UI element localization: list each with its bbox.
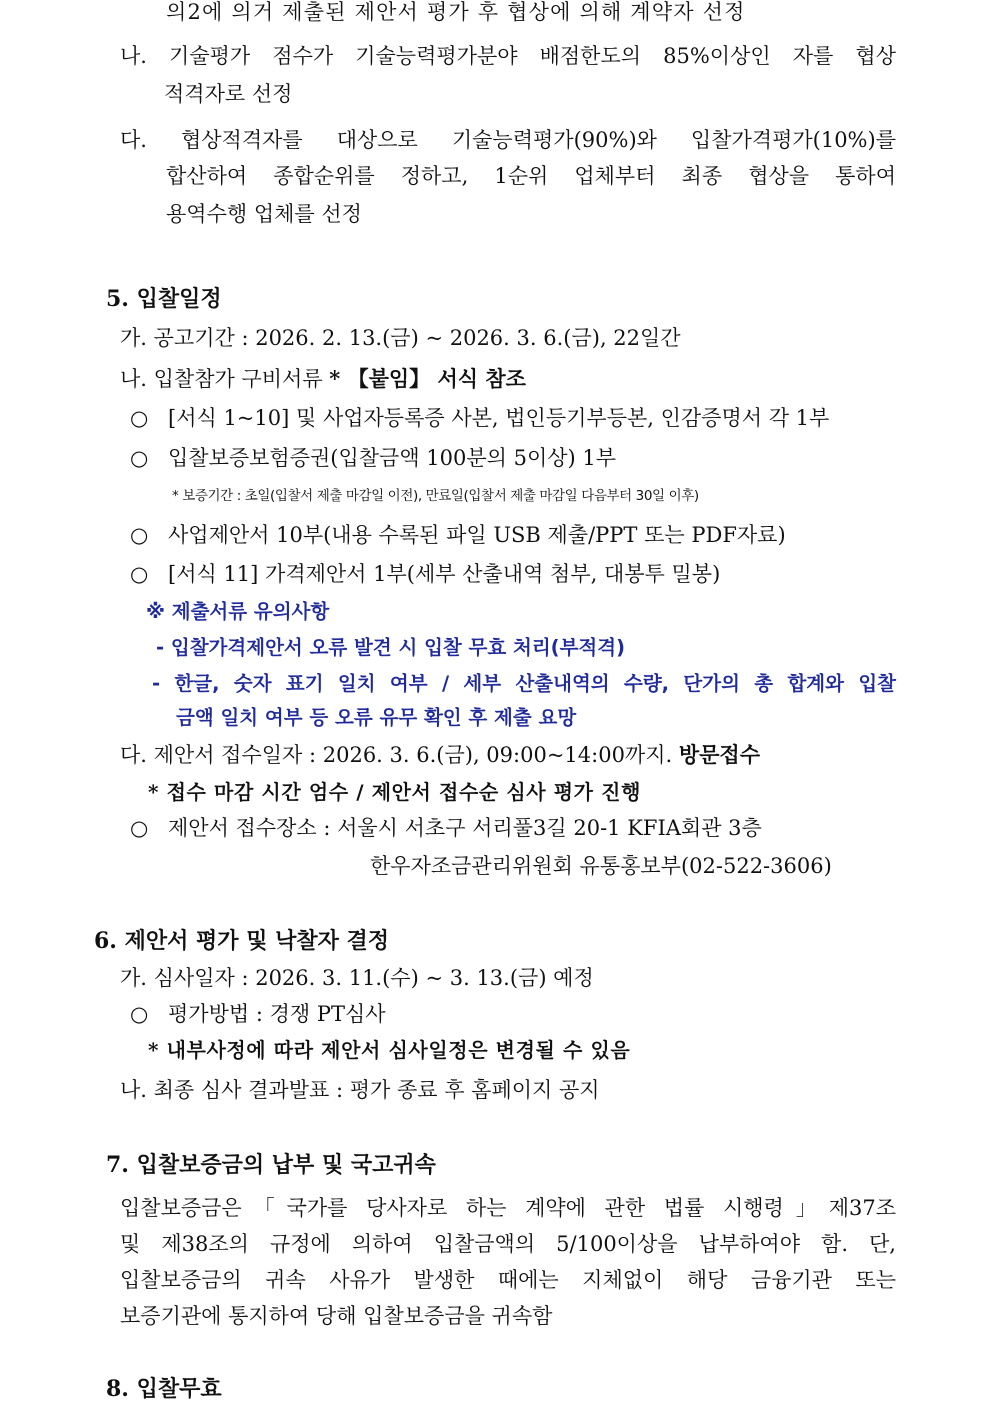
s5-deadline-note: * 접수 마감 시간 엄수 / 제안서 접수순 심사 평가 진행 (148, 780, 641, 804)
s5-item-na (120, 368, 526, 390)
s4-continued-line: 의2에 의거 제출된 제안서 평가 후 협상에 의해 계약자 선정 (166, 0, 746, 24)
s6-item-ga: 가. 심사일자 : 2026. 3. 11.(수) ~ 3. 13.(금) 예정 (120, 966, 594, 990)
s5-place-text: 제안서 접수장소 : 서울시 서초구 서리풀3길 20-1 KFIA회관 3층 (168, 816, 762, 840)
section-7-heading: 7. 입찰보증금의 납부 및 국고귀속 (106, 1152, 436, 1178)
s5-doc-1 (130, 408, 829, 429)
circle-bullet-icon: ○ (130, 1002, 149, 1026)
circle-bullet-icon: ○ (130, 406, 149, 430)
section-8-heading: 8. 입찰무효 (106, 1376, 222, 1402)
s5-caution-1: - 입찰가격제안서 오류 발견 시 입찰 무효 처리(부적격) (156, 636, 626, 659)
s5-doc-2 (130, 448, 616, 469)
s4-item-na-line2: 적격자로 선정 (164, 82, 293, 106)
s4-item-da-line2: 합산하여 종합순위를 정하고, 1순위 업체부터 최종 협상을 통하여 (166, 164, 896, 188)
s5-place-line2: 한우자조금관리위원회 유통홍보부(02-522-3606) (370, 854, 832, 878)
s7-para-line3: 입찰보증금의 귀속 사유가 발생한 때에는 지체없이 해당 금융기관 또는 (120, 1268, 896, 1292)
s4-item-da-line3: 용역수행 업체를 선정 (166, 202, 362, 226)
s5-item-da (120, 744, 760, 766)
s5-doc-1-text: [서식 1~10] 및 사업자등록증 사본, 법인등기부등본, 인감증명서 각 1부 (168, 406, 830, 430)
s5-doc-2-text: 입찰보증보험증권(입찰금액 100분의 5이상) 1부 (168, 446, 617, 470)
circle-bullet-icon: ○ (130, 816, 149, 840)
s6-item-na: 나. 최종 심사 결과발표 : 평가 종료 후 홈페이지 공지 (120, 1078, 600, 1102)
s6-method-text: 평가방법 : 경쟁 PT심사 (168, 1002, 386, 1026)
circle-bullet-icon: ○ (130, 446, 149, 470)
s7-para-line2: 및 제38조의 규정에 의하여 입찰금액의 5/100이상을 납부하여야 함. 단, (120, 1232, 896, 1256)
section-5-heading: 5. 입찰일정 (106, 286, 222, 312)
s5-item-na-text: 나. 입찰참가 구비서류 (120, 367, 330, 391)
s5-item-da-text: 다. 제안서 접수일자 : 2026. 3. 6.(금), 09:00~14:00까지. (120, 743, 679, 767)
s5-doc-4-text: [서식 11] 가격제안서 1부(세부 산출내역 첨부, 대봉투 밀봉) (168, 562, 721, 586)
s5-item-na-reference: * 【붙임】 서식 참조 (329, 366, 526, 391)
s6-note: * 내부사정에 따라 제안서 심사일정은 변경될 수 있음 (148, 1038, 631, 1062)
s5-caution-2-line2: 금액 일치 여부 등 오류 유무 확인 후 제출 요망 (176, 706, 577, 729)
s4-item-da-line1: 다. 협상적격자를 대상으로 기술능력평가(90%)와 입찰가격평가(10%)를 (120, 128, 896, 152)
circle-bullet-icon: ○ (130, 523, 149, 547)
s4-item-na-line1: 나. 기술평가 점수가 기술능력평가분야 배점한도의 85%이상인 자를 협상 (120, 44, 896, 68)
s5-doc-3-text: 사업제안서 10부(내용 수록된 파일 USB 제출/PPT 또는 PDF자료) (168, 523, 786, 547)
s7-para-line4: 보증기관에 통지하여 당해 입찰보증금을 귀속함 (120, 1304, 553, 1328)
s5-item-da-visit: 방문접수 (678, 742, 761, 767)
s7-para-line1: 입찰보증금은「국가를 당사자로 하는 계약에 관한 법률 시행령」제37조 (120, 1196, 896, 1220)
s6-method (130, 1004, 386, 1025)
s5-place-line1 (130, 818, 762, 839)
s5-caution-2-line1: - 한글, 숫자 표기 일치 여부 / 세부 산출내역의 수량, 단가의 총 합계와 입찰 (152, 672, 896, 695)
s5-item-ga: 가. 공고기간 : 2026. 2. 13.(금) ~ 2026. 3. 6.(금), 22일간 (120, 326, 681, 350)
circle-bullet-icon: ○ (130, 562, 149, 586)
s5-doc-2-note: * 보증기간 : 초일(입찰서 제출 마감일 이전), 만료일(입찰서 제출 마감일 다음부터 30일 이후) (172, 488, 699, 504)
s5-doc-4 (130, 564, 720, 585)
s5-doc-3 (130, 525, 786, 546)
s5-caution-title: ※ 제출서류 유의사항 (146, 600, 330, 623)
section-6-heading: 6. 제안서 평가 및 낙찰자 결정 (94, 928, 390, 954)
